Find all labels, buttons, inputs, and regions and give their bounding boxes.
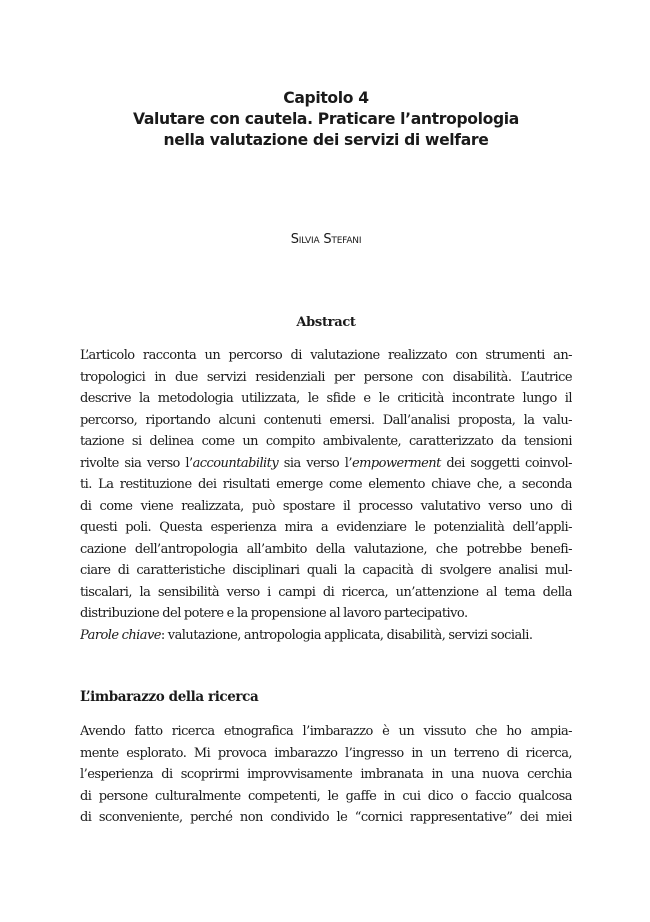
keywords-text: : valutazione, antropologia applicata, disabilità, servizi sociali.	[160, 628, 533, 643]
section-body	[80, 721, 572, 829]
chapter-title-line-2: nella valutazione dei servizi di welfare	[163, 131, 489, 149]
chapter-heading	[80, 88, 572, 151]
section-heading: L’imbarazzo della ricerca	[80, 689, 259, 705]
body-line: mente esplorato. Mi provoca imbarazzo l’ingresso in un terreno di ricerca,	[80, 745, 572, 761]
body-line: Avendo fatto ricerca etnografica l’imbarazzo è un vissuto che ho ampia-	[80, 724, 572, 739]
abstract-term-empowerment: empowerment	[351, 455, 441, 471]
abstract-line-segment: dei soggetti coinvol-	[440, 455, 572, 471]
abstract-heading: Abstract	[296, 315, 356, 330]
abstract-line: tazione si delinea come un compito ambivalente, caratterizzato da tensioni	[80, 434, 572, 449]
abstract-line	[80, 453, 572, 475]
chapter-number: Capitolo 4	[283, 89, 369, 107]
abstract-line: percorso, riportando alcuni contenuti emersi. Dall’analisi proposta, la valu-	[80, 412, 572, 428]
body-line: di persone culturalmente competenti, le gaffe in cui dico o faccio qualcosa	[80, 788, 572, 804]
abstract-line: di come viene realizzata, può spostare il processo valutativo verso uno di	[80, 498, 572, 514]
abstract-line: ti. La restituzione dei risultati emerge come elemento chiave che, a seconda	[80, 477, 572, 492]
keywords-line	[80, 625, 572, 647]
abstract-line: ciare di caratteristiche disciplinari quali la capacità di svolgere analisi mul-	[80, 563, 572, 578]
author-name: Silvia Stefani	[290, 232, 362, 247]
body-line: l’esperienza di scoprirmi improvvisamente imbranata in una nuova cerchia	[80, 767, 572, 782]
abstract-term-accountability: accountability	[192, 455, 279, 471]
abstract-line-segment: sia verso l’	[278, 455, 352, 471]
abstract-line: tiscalari, la sensibilità verso i campi di ricerca, un’attenzione al tema della	[80, 584, 572, 600]
abstract-line-segment: rivolte sia verso l’	[80, 455, 193, 471]
abstract-line: cazione dell’antropologia all’ambito della valutazione, che potrebbe benefi-	[80, 541, 572, 557]
body-line: di sconveniente, perché non condivido le “cornici rappresentative” dei miei	[80, 810, 572, 825]
abstract-line: tropologici in due servizi residenziali per persone con disabilità. L’autrice	[80, 369, 572, 385]
chapter-title-line-1: Valutare con cautela. Praticare l’antropologia	[133, 110, 519, 128]
abstract-line: descrive la metodologia utilizzata, le sfide e le criticità incontrate lungo il	[80, 391, 572, 406]
abstract-line: L’articolo racconta un percorso di valutazione realizzato con strumenti an-	[80, 348, 572, 363]
abstract-body	[80, 345, 572, 625]
document-page	[80, 0, 572, 922]
abstract-line: distribuzione del potere e la propensione al lavoro partecipativo.	[80, 606, 468, 621]
abstract-line: questi poli. Questa esperienza mira a evidenziare le potenzialità dell’appli-	[80, 520, 572, 535]
keywords	[80, 625, 572, 647]
keywords-label: Parole chiave	[80, 628, 161, 643]
